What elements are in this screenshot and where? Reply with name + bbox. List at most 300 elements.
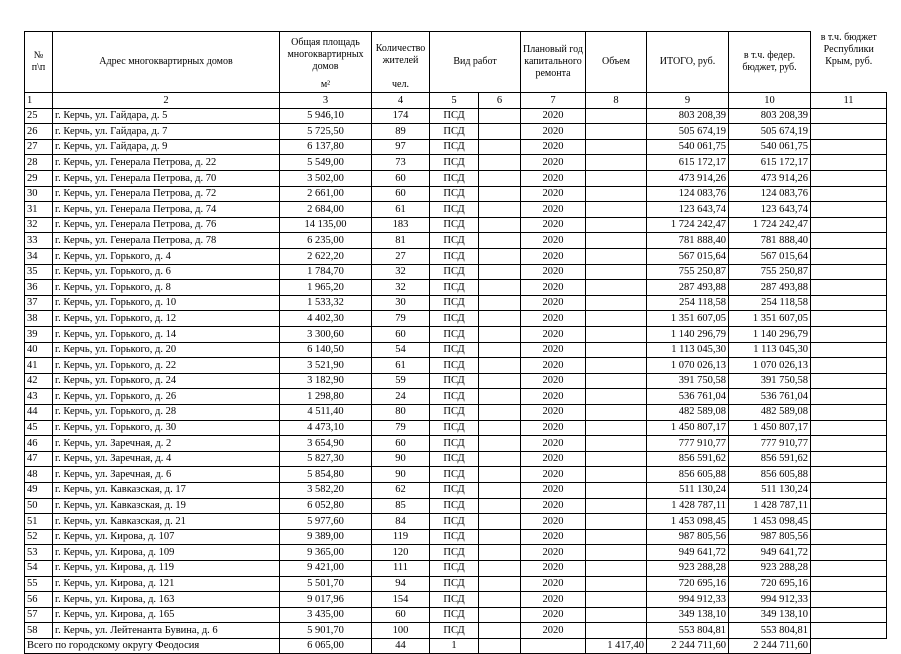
row-empty [479, 295, 521, 311]
row-address: г. Керчь, ул. Кирова, д. 121 [53, 576, 280, 592]
row-year: 2020 [521, 202, 586, 218]
row-empty [479, 264, 521, 280]
row-work-type: ПСД [430, 514, 479, 530]
row-residents: 81 [372, 233, 430, 249]
table-row [25, 545, 887, 561]
row-area: 6 140,50 [280, 342, 372, 358]
row-total: 923 288,28 [647, 560, 729, 576]
row-residents: 85 [372, 498, 430, 514]
row-federal: 994 912,33 [729, 592, 811, 608]
row-empty [479, 155, 521, 171]
row-republic [811, 576, 887, 592]
row-empty [479, 592, 521, 608]
row-republic [811, 171, 887, 187]
row-total: 777 910,77 [647, 436, 729, 452]
row-federal: 1 351 607,05 [729, 311, 811, 327]
table-row [25, 607, 887, 623]
row-total: 505 674,19 [647, 124, 729, 140]
row-address: г. Керчь, ул. Горького, д. 12 [53, 311, 280, 327]
row-republic [811, 623, 887, 639]
row-total: 803 208,39 [647, 108, 729, 124]
row-federal: 1 113 045,30 [729, 342, 811, 358]
row-empty [479, 576, 521, 592]
row-area: 5 725,50 [280, 124, 372, 140]
row-federal: 540 061,75 [729, 139, 811, 155]
row-total: 124 083,76 [647, 186, 729, 202]
row-republic [811, 373, 887, 389]
row-area: 5 501,70 [280, 576, 372, 592]
row-federal: 720 695,16 [729, 576, 811, 592]
row-year: 2020 [521, 545, 586, 561]
row-residents: 80 [372, 404, 430, 420]
row-volume [586, 342, 647, 358]
row-empty [479, 451, 521, 467]
row-empty [479, 186, 521, 202]
row-address: г. Керчь, ул. Горького, д. 28 [53, 404, 280, 420]
row-federal: 1 453 098,45 [729, 514, 811, 530]
row-area: 4 473,10 [280, 420, 372, 436]
row-federal: 511 130,24 [729, 482, 811, 498]
row-empty [479, 327, 521, 343]
row-empty [479, 249, 521, 265]
col-number: 7 [521, 93, 586, 109]
row-work-type: ПСД [430, 389, 479, 405]
row-number: 42 [25, 373, 53, 389]
row-federal: 553 804,81 [729, 623, 811, 639]
row-residents: 120 [372, 545, 430, 561]
row-area: 6 235,00 [280, 233, 372, 249]
col-number: 8 [586, 93, 647, 109]
row-volume [586, 124, 647, 140]
row-address: г. Керчь, ул. Генерала Петрова, д. 72 [53, 186, 280, 202]
row-address: г. Керчь, ул. Кирова, д. 119 [53, 560, 280, 576]
row-empty [479, 467, 521, 483]
row-volume [586, 560, 647, 576]
row-work-type: ПСД [430, 233, 479, 249]
row-volume [586, 155, 647, 171]
row-work-type: ПСД [430, 373, 479, 389]
row-volume [586, 373, 647, 389]
summary-label: Всего по городскому округу Феодосия [25, 638, 280, 654]
row-empty [479, 233, 521, 249]
row-area: 5 977,60 [280, 514, 372, 530]
row-residents: 100 [372, 623, 430, 639]
row-federal: 923 288,28 [729, 560, 811, 576]
row-number: 37 [25, 295, 53, 311]
table-row [25, 404, 887, 420]
header-residents-unit: чел. [372, 78, 430, 93]
row-federal: 1 724 242,47 [729, 217, 811, 233]
row-area: 9 017,96 [280, 592, 372, 608]
header-planned-year: Плановый год капитального ремонта [521, 32, 586, 93]
row-republic [811, 467, 887, 483]
row-federal: 536 761,04 [729, 389, 811, 405]
row-residents: 60 [372, 171, 430, 187]
row-address: г. Керчь, ул. Генерала Петрова, д. 70 [53, 171, 280, 187]
table-row [25, 139, 887, 155]
row-residents: 79 [372, 311, 430, 327]
row-total: 994 912,33 [647, 592, 729, 608]
row-residents: 73 [372, 155, 430, 171]
row-residents: 183 [372, 217, 430, 233]
row-area: 2 661,00 [280, 186, 372, 202]
row-number: 30 [25, 186, 53, 202]
row-residents: 54 [372, 342, 430, 358]
table-row [25, 108, 887, 124]
col-number: 4 [372, 93, 430, 109]
summary-volume: 1 417,40 [586, 638, 647, 654]
row-volume [586, 295, 647, 311]
header-area-unit: м² [280, 78, 372, 93]
row-empty [479, 108, 521, 124]
row-address: г. Керчь, ул. Кирова, д. 107 [53, 529, 280, 545]
row-residents: 61 [372, 202, 430, 218]
row-number: 49 [25, 482, 53, 498]
row-work-type: ПСД [430, 342, 479, 358]
row-area: 6 137,80 [280, 139, 372, 155]
row-empty [479, 389, 521, 405]
row-year: 2020 [521, 451, 586, 467]
row-year: 2020 [521, 264, 586, 280]
summary-federal: 2 244 711,60 [729, 638, 811, 654]
row-federal: 287 493,88 [729, 280, 811, 296]
row-work-type: ПСД [430, 576, 479, 592]
row-federal: 1 450 807,17 [729, 420, 811, 436]
row-year: 2020 [521, 420, 586, 436]
row-number: 28 [25, 155, 53, 171]
row-residents: 61 [372, 358, 430, 374]
table-row [25, 264, 887, 280]
row-republic [811, 358, 887, 374]
row-republic [811, 607, 887, 623]
row-federal: 777 910,77 [729, 436, 811, 452]
row-residents: 79 [372, 420, 430, 436]
row-year: 2020 [521, 514, 586, 530]
row-total: 473 914,26 [647, 171, 729, 187]
row-residents: 60 [372, 327, 430, 343]
row-work-type: ПСД [430, 311, 479, 327]
row-republic [811, 124, 887, 140]
row-empty [479, 373, 521, 389]
row-area: 5 549,00 [280, 155, 372, 171]
row-volume [586, 202, 647, 218]
row-address: г. Керчь, ул. Генерала Петрова, д. 76 [53, 217, 280, 233]
row-area: 2 622,20 [280, 249, 372, 265]
row-residents: 111 [372, 560, 430, 576]
row-year: 2020 [521, 186, 586, 202]
row-total: 1 428 787,11 [647, 498, 729, 514]
row-total: 720 695,16 [647, 576, 729, 592]
table-row [25, 592, 887, 608]
row-total: 482 589,08 [647, 404, 729, 420]
row-area: 3 300,60 [280, 327, 372, 343]
col-number: 11 [811, 93, 887, 109]
row-number: 52 [25, 529, 53, 545]
row-number: 45 [25, 420, 53, 436]
row-volume [586, 264, 647, 280]
row-republic [811, 108, 887, 124]
row-residents: 30 [372, 295, 430, 311]
row-empty [479, 202, 521, 218]
row-area: 9 365,00 [280, 545, 372, 561]
row-empty [479, 607, 521, 623]
row-work-type: ПСД [430, 295, 479, 311]
row-volume [586, 592, 647, 608]
row-year: 2020 [521, 560, 586, 576]
table-row [25, 623, 887, 639]
row-area: 1 965,20 [280, 280, 372, 296]
row-empty [479, 280, 521, 296]
row-federal: 949 641,72 [729, 545, 811, 561]
row-number: 26 [25, 124, 53, 140]
row-work-type: ПСД [430, 482, 479, 498]
row-total: 755 250,87 [647, 264, 729, 280]
row-republic [811, 327, 887, 343]
row-area: 1 533,32 [280, 295, 372, 311]
row-empty [479, 139, 521, 155]
row-empty [479, 217, 521, 233]
row-number: 34 [25, 249, 53, 265]
row-area: 14 135,00 [280, 217, 372, 233]
row-number: 25 [25, 108, 53, 124]
row-volume [586, 623, 647, 639]
table-row [25, 529, 887, 545]
row-total: 1 453 098,45 [647, 514, 729, 530]
row-work-type: ПСД [430, 264, 479, 280]
row-year: 2020 [521, 389, 586, 405]
row-republic [811, 311, 887, 327]
row-area: 2 684,00 [280, 202, 372, 218]
row-work-type: ПСД [430, 529, 479, 545]
row-year: 2020 [521, 467, 586, 483]
row-republic [811, 202, 887, 218]
row-address: г. Керчь, ул. Гайдара, д. 7 [53, 124, 280, 140]
summary-empty [479, 638, 521, 654]
header-total: ИТОГО, руб. [647, 32, 729, 93]
row-volume [586, 280, 647, 296]
row-volume [586, 607, 647, 623]
table-row [25, 295, 887, 311]
row-work-type: ПСД [430, 186, 479, 202]
row-work-type: ПСД [430, 451, 479, 467]
row-work-type: ПСД [430, 108, 479, 124]
col-number: 10 [729, 93, 811, 109]
row-empty [479, 420, 521, 436]
row-work-type: ПСД [430, 420, 479, 436]
row-federal: 254 118,58 [729, 295, 811, 311]
row-number: 29 [25, 171, 53, 187]
row-volume [586, 389, 647, 405]
header-address: Адрес многоквартирных домов [53, 32, 280, 93]
table-row [25, 451, 887, 467]
row-federal: 505 674,19 [729, 124, 811, 140]
row-work-type: ПСД [430, 249, 479, 265]
row-work-type: ПСД [430, 592, 479, 608]
row-empty [479, 498, 521, 514]
row-work-type: ПСД [430, 139, 479, 155]
row-area: 3 435,00 [280, 607, 372, 623]
row-residents: 174 [372, 108, 430, 124]
row-area: 9 389,00 [280, 529, 372, 545]
table-body [25, 108, 887, 638]
row-total: 615 172,17 [647, 155, 729, 171]
row-volume [586, 451, 647, 467]
row-republic [811, 139, 887, 155]
row-residents: 97 [372, 139, 430, 155]
row-number: 55 [25, 576, 53, 592]
row-volume [586, 420, 647, 436]
table-row [25, 560, 887, 576]
row-address: г. Керчь, ул. Генерала Петрова, д. 74 [53, 202, 280, 218]
row-total: 1 450 807,17 [647, 420, 729, 436]
row-volume [586, 186, 647, 202]
row-work-type: ПСД [430, 467, 479, 483]
row-area: 3 502,00 [280, 171, 372, 187]
row-residents: 90 [372, 467, 430, 483]
row-number: 57 [25, 607, 53, 623]
row-address: г. Керчь, ул. Горького, д. 20 [53, 342, 280, 358]
table-row [25, 373, 887, 389]
row-work-type: ПСД [430, 327, 479, 343]
row-address: г. Керчь, ул. Генерала Петрова, д. 78 [53, 233, 280, 249]
row-year: 2020 [521, 623, 586, 639]
row-area: 9 421,00 [280, 560, 372, 576]
row-year: 2020 [521, 280, 586, 296]
header-volume: Объем [586, 32, 647, 93]
row-area: 1 784,70 [280, 264, 372, 280]
row-number: 31 [25, 202, 53, 218]
row-republic [811, 155, 887, 171]
row-work-type: ПСД [430, 498, 479, 514]
row-number: 54 [25, 560, 53, 576]
row-federal: 567 015,64 [729, 249, 811, 265]
row-year: 2020 [521, 171, 586, 187]
row-address: г. Керчь, ул. Горького, д. 6 [53, 264, 280, 280]
row-federal: 755 250,87 [729, 264, 811, 280]
row-total: 987 805,56 [647, 529, 729, 545]
row-residents: 60 [372, 607, 430, 623]
row-residents: 154 [372, 592, 430, 608]
row-residents: 94 [372, 576, 430, 592]
row-volume [586, 404, 647, 420]
row-year: 2020 [521, 139, 586, 155]
table-row [25, 155, 887, 171]
row-residents: 90 [372, 451, 430, 467]
row-republic [811, 514, 887, 530]
row-work-type: ПСД [430, 545, 479, 561]
row-empty [479, 124, 521, 140]
row-year: 2020 [521, 327, 586, 343]
row-volume [586, 327, 647, 343]
row-area: 3 654,90 [280, 436, 372, 452]
col-number: 6 [479, 93, 521, 109]
row-address: г. Керчь, ул. Горького, д. 30 [53, 420, 280, 436]
row-address: г. Керчь, ул. Гайдара, д. 9 [53, 139, 280, 155]
row-residents: 32 [372, 280, 430, 296]
col-number: 9 [647, 93, 729, 109]
row-number: 43 [25, 389, 53, 405]
row-area: 1 298,80 [280, 389, 372, 405]
row-federal: 473 914,26 [729, 171, 811, 187]
row-republic [811, 249, 887, 265]
row-address: г. Керчь, ул. Кирова, д. 163 [53, 592, 280, 608]
row-republic [811, 545, 887, 561]
row-volume [586, 249, 647, 265]
row-republic [811, 498, 887, 514]
row-address: г. Керчь, ул. Лейтенанта Бувина, д. 6 [53, 623, 280, 639]
summary-residents: 44 [372, 638, 430, 654]
row-federal: 856 605,88 [729, 467, 811, 483]
row-federal: 1 070 026,13 [729, 358, 811, 374]
row-address: г. Керчь, ул. Кирова, д. 109 [53, 545, 280, 561]
row-address: г. Керчь, ул. Кирова, д. 165 [53, 607, 280, 623]
table-row [25, 514, 887, 530]
col-number: 5 [430, 93, 479, 109]
row-work-type: ПСД [430, 171, 479, 187]
table-row [25, 171, 887, 187]
row-area: 4 511,40 [280, 404, 372, 420]
row-total: 287 493,88 [647, 280, 729, 296]
row-federal: 391 750,58 [729, 373, 811, 389]
row-republic [811, 404, 887, 420]
table-row [25, 498, 887, 514]
row-work-type: ПСД [430, 217, 479, 233]
header-work-type: Вид работ [430, 32, 521, 93]
row-total: 254 118,58 [647, 295, 729, 311]
row-address: г. Керчь, ул. Горького, д. 14 [53, 327, 280, 343]
row-republic [811, 592, 887, 608]
row-address: г. Керчь, ул. Гайдара, д. 5 [53, 108, 280, 124]
row-year: 2020 [521, 592, 586, 608]
row-number: 36 [25, 280, 53, 296]
row-work-type: ПСД [430, 155, 479, 171]
row-area: 3 521,90 [280, 358, 372, 374]
row-number: 27 [25, 139, 53, 155]
row-total: 1 070 026,13 [647, 358, 729, 374]
row-federal: 987 805,56 [729, 529, 811, 545]
row-year: 2020 [521, 373, 586, 389]
row-empty [479, 545, 521, 561]
row-number: 47 [25, 451, 53, 467]
table-row [25, 280, 887, 296]
table-row [25, 202, 887, 218]
row-federal: 482 589,08 [729, 404, 811, 420]
row-address: г. Керчь, ул. Горького, д. 22 [53, 358, 280, 374]
row-republic [811, 264, 887, 280]
row-empty [479, 623, 521, 639]
row-residents: 27 [372, 249, 430, 265]
row-year: 2020 [521, 498, 586, 514]
row-work-type: ПСД [430, 124, 479, 140]
table-row [25, 233, 887, 249]
row-year: 2020 [521, 529, 586, 545]
row-empty [479, 560, 521, 576]
row-address: г. Керчь, ул. Кавказская, д. 21 [53, 514, 280, 530]
row-year: 2020 [521, 217, 586, 233]
table-row [25, 217, 887, 233]
row-total: 540 061,75 [647, 139, 729, 155]
row-number: 33 [25, 233, 53, 249]
row-year: 2020 [521, 358, 586, 374]
row-address: г. Керчь, ул. Генерала Петрова, д. 22 [53, 155, 280, 171]
table-row [25, 389, 887, 405]
row-address: г. Керчь, ул. Горького, д. 10 [53, 295, 280, 311]
row-area: 6 052,80 [280, 498, 372, 514]
row-work-type: ПСД [430, 623, 479, 639]
row-address: г. Керчь, ул. Горького, д. 8 [53, 280, 280, 296]
row-residents: 24 [372, 389, 430, 405]
row-federal: 803 208,39 [729, 108, 811, 124]
